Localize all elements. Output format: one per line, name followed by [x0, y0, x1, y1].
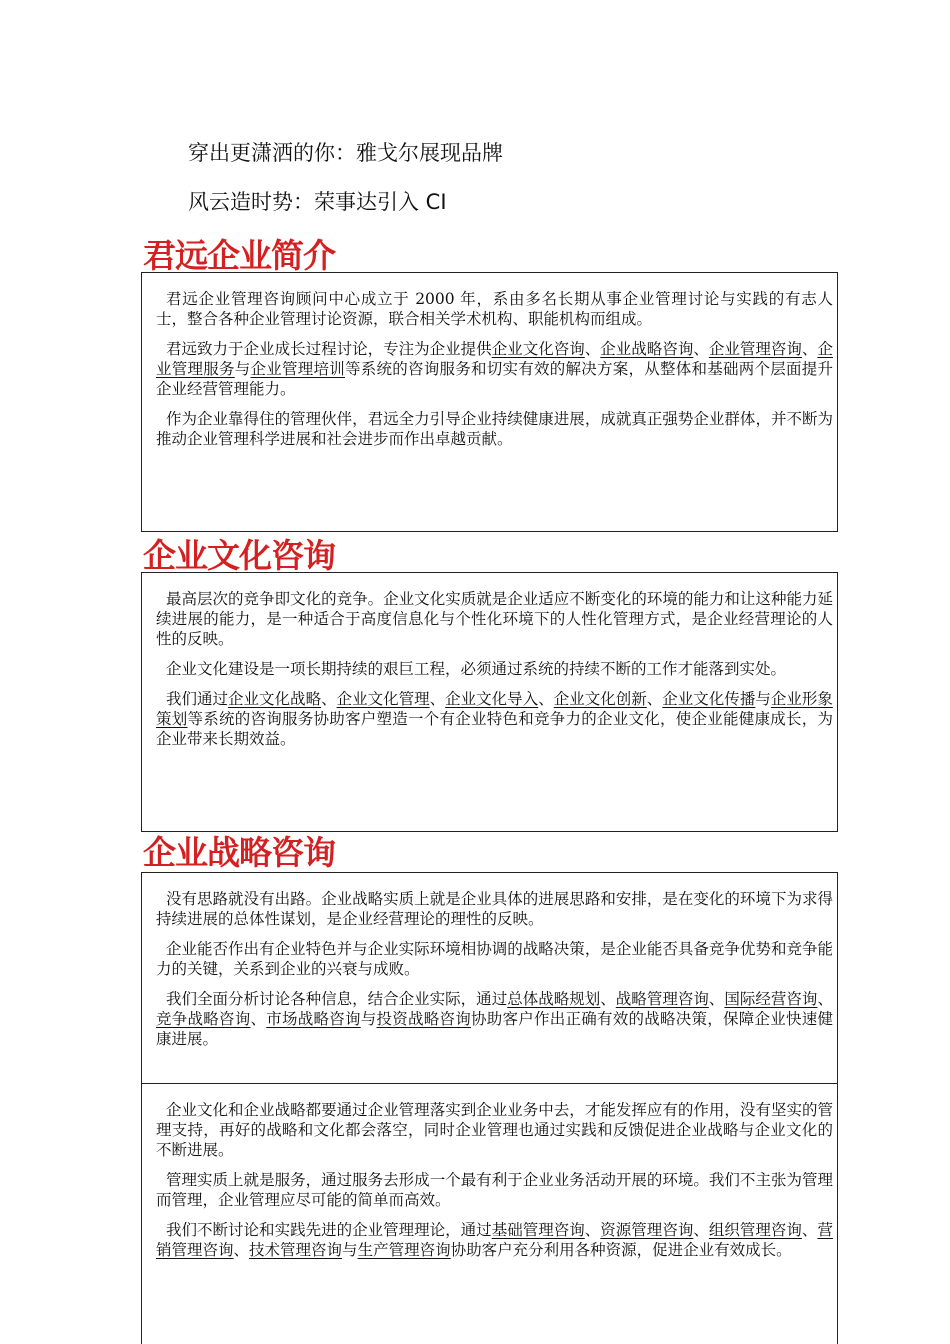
- paragraph: 企业文化建设是一项长期持续的艰巨工程，必须通过系统的持续不断的工作才能落到实处。: [166, 660, 787, 678]
- separator: 、: [646, 690, 663, 708]
- paragraph: 企业能否作出有企业特色并与企业实际环境相协调的战略决策，是企业能否具备竞争优势和竞争能力的关键，关系到企业的兴衰与成败。: [156, 940, 833, 978]
- link-culture-management[interactable]: 企业文化管理: [336, 690, 430, 708]
- link-technology-management-consulting[interactable]: 技术管理咨询: [249, 1241, 343, 1259]
- paragraph: [156, 989, 833, 1049]
- link-basic-management-consulting[interactable]: 基础管理咨询: [491, 1221, 585, 1239]
- paragraph: 最高层次的竞争即文化的竞争。企业文化实质就是企业适应不断变化的环境的能力和让这种能力延续进展的能力，是一种适合于高度信息化与个性化环境下的人性化管理方式，是企业经营理论的人性的反映。: [156, 590, 833, 648]
- separator: 、: [538, 690, 554, 708]
- section-title-company-intro: 君远企业简介: [143, 236, 335, 275]
- text: 协助客户充分利用各种资源，促进企业有效成长。: [450, 1241, 792, 1259]
- link-culture-consulting[interactable]: 企业文化咨询: [491, 340, 585, 358]
- separator: 、: [693, 1221, 709, 1239]
- separator: 与: [755, 690, 771, 708]
- separator: 、: [250, 1010, 267, 1028]
- headline-1: 穿出更潇洒的你：雅戈尔展现品牌: [188, 141, 503, 165]
- strategy-consulting-box: [141, 872, 838, 1084]
- separator: 、: [584, 340, 601, 358]
- text: 我们不断讨论和实践先进的企业管理理论，通过: [166, 1221, 492, 1239]
- separator: 、: [801, 340, 818, 358]
- link-market-strategy-consulting[interactable]: 市场战略咨询: [266, 1010, 361, 1028]
- link-international-business-consulting[interactable]: 国际经营咨询: [724, 990, 818, 1008]
- link-investment-strategy-consulting[interactable]: 投资战略咨询: [376, 1010, 471, 1028]
- text: 我们全面分析讨论各种信息，结合企业实际，通过: [166, 990, 508, 1008]
- paragraph: [156, 689, 833, 749]
- text: 等系统的咨询服务协助客户塑造一个有企业特色和竞争力的企业文化，使企业能健康成长，为企业带来长期效益。: [156, 710, 833, 748]
- separator: 、: [429, 690, 446, 708]
- separator: 、: [693, 340, 709, 358]
- link-overall-strategy-planning[interactable]: 总体战略规划: [507, 990, 601, 1008]
- management-consulting-box: [141, 1083, 838, 1344]
- link-management-consulting[interactable]: 企业管理咨询: [708, 340, 802, 358]
- paragraph: 企业文化和企业战略都要通过企业管理落实到企业业务中去，才能发挥应有的作用，没有坚实的管理支持，再好的战略和文化都会落空，同时企业管理也通过实践和反馈促进企业战略与企业文化的不断进展。: [156, 1101, 833, 1159]
- paragraph: 管理实质上就是服务，通过服务去形成一个最有利于企业业务活动开展的环境。我们不主张为管理而管理，企业管理应尽可能的简单而高效。: [156, 1171, 833, 1209]
- separator: 、: [321, 690, 337, 708]
- paragraph: [156, 339, 833, 399]
- link-strategic-management-consulting[interactable]: 战略管理咨询: [615, 990, 709, 1008]
- text: 君远致力于企业成长过程讨论，专注为企业提供: [166, 340, 492, 358]
- section-title-strategy-consulting: 企业战略咨询: [143, 833, 335, 872]
- separator: 、: [708, 990, 725, 1008]
- link-culture-communication[interactable]: 企业文化传播: [662, 690, 756, 708]
- link-culture-introduction[interactable]: 企业文化导入: [445, 690, 539, 708]
- paragraph: 君远企业管理咨询顾问中心成立于 2000 年，系由多名长期从事企业管理讨论与实践的有志人士，整合各种企业管理讨论资源，联合相关学术机构、职能机构而组成。: [156, 290, 833, 328]
- link-competitive-strategy-consulting[interactable]: 竞争战略咨询: [156, 1010, 251, 1028]
- separator: 与: [234, 360, 251, 378]
- separator: 、: [233, 1241, 250, 1259]
- separator: 与: [360, 1010, 377, 1028]
- text: 协助客户作出正确有效的战略决策，保障企业快速健康进展。: [156, 1010, 833, 1048]
- company-intro-box: [141, 272, 838, 532]
- text: 我们通过: [166, 690, 229, 708]
- link-production-management-consulting[interactable]: 生产管理咨询: [357, 1241, 451, 1259]
- separator: 与: [342, 1241, 358, 1259]
- paragraph: [156, 1220, 833, 1260]
- section-title-culture-consulting: 企业文化咨询: [143, 536, 335, 575]
- link-culture-innovation[interactable]: 企业文化创新: [553, 690, 647, 708]
- paragraph: 没有思路就没有出路。企业战略实质上就是企业具体的进展思路和安排，是在变化的环境下为求得持续进展的总体性谋划，是企业经营理论的理性的反映。: [156, 890, 833, 928]
- link-strategy-consulting[interactable]: 企业战略咨询: [600, 340, 694, 358]
- separator: 、: [817, 990, 833, 1008]
- culture-consulting-box: [141, 572, 838, 832]
- link-management-service[interactable]: 企业管理服务: [156, 340, 833, 378]
- paragraph: 作为企业靠得住的管理伙伴，君远全力引导企业持续健康进展，成就真正强势企业群体，并不断为推动企业管理科学进展和社会进步而作出卓越贡献。: [156, 410, 833, 448]
- separator: 、: [801, 1221, 818, 1239]
- link-marketing-management-consulting[interactable]: 营销管理咨询: [156, 1221, 833, 1259]
- separator: 、: [600, 990, 616, 1008]
- link-management-training[interactable]: 企业管理培训: [250, 360, 345, 378]
- link-corporate-image[interactable]: 企业形象策划: [156, 690, 833, 728]
- link-organization-management-consulting[interactable]: 组织管理咨询: [708, 1221, 802, 1239]
- text: 等系统的咨询服务和切实有效的解决方案，从整体和基础两个层面提升企业经营管理能力。: [156, 360, 833, 398]
- headline-2: 风云造时势：荣事达引入 CI: [188, 190, 447, 214]
- separator: 、: [584, 1221, 601, 1239]
- link-culture-strategy[interactable]: 企业文化战略: [228, 690, 322, 708]
- link-resource-management-consulting[interactable]: 资源管理咨询: [600, 1221, 694, 1239]
